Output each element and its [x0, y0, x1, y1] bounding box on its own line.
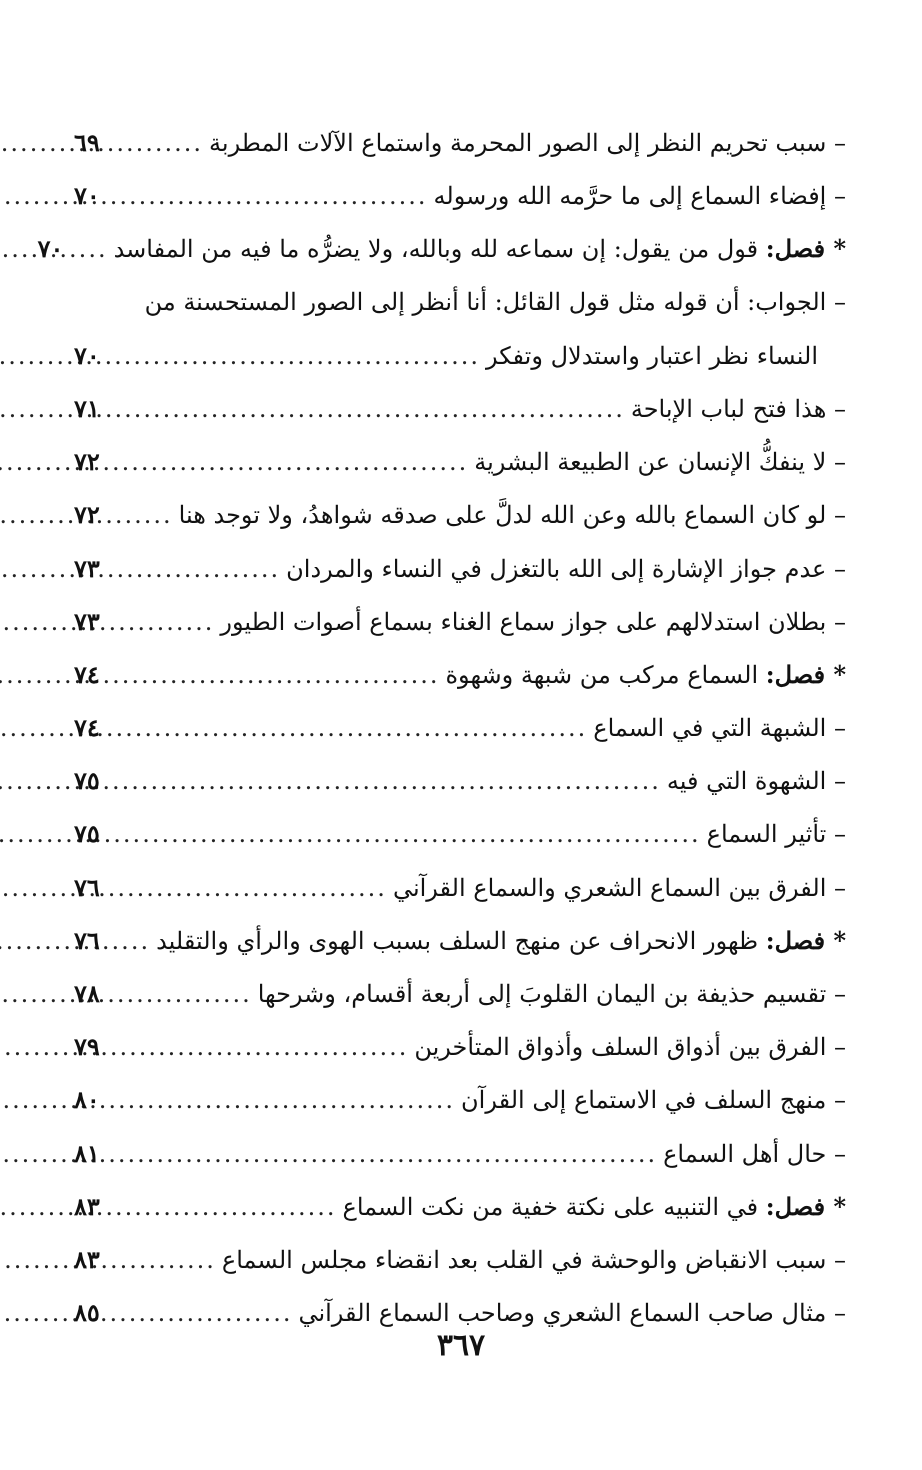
- entry-text: الشبهة التي في السماع: [593, 714, 827, 743]
- section-label: فصل:: [765, 925, 826, 955]
- leader-dots: [120, 1021, 408, 1074]
- leader-dots: [120, 170, 428, 223]
- entry-bullet: –: [826, 980, 846, 1008]
- leader-dots: [120, 808, 701, 861]
- entry-text: تأثير السماع: [706, 820, 827, 849]
- entry-text: الفرق بين أذواق السلف وأذواق المتأخرين: [414, 1033, 827, 1062]
- entry-text: في التنبيه على نكتة خفية من نكت السماع: [342, 1192, 766, 1221]
- toc-entry: [74, 382, 846, 435]
- entry-bullet: –: [826, 607, 846, 636]
- entry-text: سبب الانقباض والوحشة في القلب بعد انقضاء مجلس السماع: [221, 1245, 827, 1274]
- entry-title: [445, 648, 846, 702]
- entry-title: [222, 1234, 846, 1287]
- section-label: فصل:: [765, 1191, 826, 1221]
- entry-page-number: ٧٥: [74, 766, 100, 796]
- entry-bullet: –: [826, 554, 846, 583]
- entry-title: [474, 436, 846, 489]
- leader-dots: [120, 436, 468, 489]
- leader-dots: [84, 223, 108, 276]
- entry-text: حال أهل السماع: [663, 1139, 827, 1168]
- entry-text: قول من يقول: إن سماعه لله وبالله، ولا يضرُّه ما فيه من المفاسد: [113, 235, 766, 264]
- toc-entry: [37, 222, 846, 275]
- table-of-contents: [37, 116, 846, 1339]
- toc-entry: [74, 169, 846, 222]
- entry-page-number: ٧٣: [74, 606, 100, 636]
- entry-title: [286, 543, 846, 596]
- entry-bullet: –: [826, 714, 846, 743]
- entry-title: [631, 383, 846, 436]
- entry-page-number: ٦٩: [74, 128, 100, 157]
- leader-dots: [120, 968, 252, 1021]
- entry-page-number: ٨٣: [74, 1244, 100, 1274]
- entry-title: [663, 1128, 846, 1181]
- leader-dots: [120, 383, 625, 436]
- entry-page-number: ٧٠: [37, 234, 64, 264]
- toc-entry: [74, 1073, 846, 1126]
- leader-dots: [120, 1074, 455, 1127]
- entry-page-number: ٨٥: [74, 1298, 100, 1328]
- entry-page-number: ٧٠: [74, 181, 100, 211]
- entry-bullet: –: [826, 448, 846, 477]
- entry-text: مثال صاحب السماع الشعري وصاحب السماع القرآني: [298, 1299, 827, 1328]
- leader-dots: [120, 862, 387, 915]
- entry-page-number: ٨١: [74, 1138, 100, 1168]
- entry-bullet: –: [826, 767, 846, 796]
- leader-dots: [120, 596, 214, 649]
- entry-text: سبب تحريم النظر إلى الصور المحرمة واستماع الآلات المطربة: [209, 129, 827, 157]
- entry-bullet: –: [826, 1245, 846, 1274]
- entry-text: لو كان السماع بالله وعن الله لدلَّ على صدقه شواهدُ، ولا توجد هنا: [178, 501, 827, 530]
- entry-title: [114, 276, 846, 329]
- entry-text: إفضاء السماع إلى ما حرَّمه الله ورسوله: [433, 182, 827, 211]
- entry-page-number: ٧١: [74, 393, 100, 423]
- toc-entry: [74, 1180, 846, 1233]
- entry-title: [593, 702, 846, 755]
- entry-text: الجواب: أن قوله مثل قول القائل: أنا أنظر إلى الصور المستحسنة من: [144, 287, 827, 316]
- entry-title: [209, 117, 846, 170]
- toc-entry: [74, 807, 846, 860]
- entry-page-number: ٨٣: [74, 1191, 100, 1221]
- toc-entry-continuation: [74, 329, 846, 382]
- entry-text: لا ينفكُّ الإنسان عن الطبيعة البشرية: [474, 448, 827, 477]
- entry-page-number: ٧٨: [74, 979, 100, 1008]
- entry-text: منهج السلف في الاستماع إلى القرآن: [461, 1086, 827, 1115]
- leader-dots: [120, 1181, 337, 1234]
- entry-page-number: ٧٥: [74, 819, 100, 849]
- entry-title: [258, 968, 846, 1021]
- entry-bullet: –: [826, 1299, 846, 1328]
- entry-page-number: ٧٩: [74, 1032, 100, 1062]
- leader-dots: [120, 543, 280, 596]
- toc-entry: [74, 542, 846, 595]
- leader-dots: [120, 755, 661, 808]
- entry-title: [220, 596, 846, 649]
- entry-title: [179, 489, 846, 542]
- entry-page-number: ٧٦: [74, 925, 100, 955]
- leader-dots: [120, 1128, 657, 1181]
- entry-title: [707, 808, 846, 861]
- leader-dots: [120, 489, 173, 542]
- entry-bullet: –: [826, 1033, 846, 1062]
- entry-title: [114, 222, 846, 276]
- entry-text: السماع مركب من شبهة وشهوة: [445, 660, 766, 689]
- section-label: فصل:: [765, 234, 826, 264]
- entry-title: [414, 1021, 846, 1074]
- toc-entry: [74, 116, 846, 169]
- entry-bullet: *: [825, 234, 846, 264]
- entry-bullet: –: [826, 287, 846, 316]
- entry-text: بطلان استدلالهم على جواز سماع الغناء بسماع أصوات الطيور: [220, 607, 827, 636]
- entry-page-number: ٧٠: [74, 340, 100, 370]
- entry-page-number: ٧٦: [74, 872, 100, 902]
- entry-text: الفرق بين السماع الشعري والسماع القرآني: [392, 873, 827, 902]
- entry-bullet: –: [826, 873, 846, 902]
- entry-text: هذا فتح لباب الإباحة: [630, 394, 827, 423]
- toc-entry: [74, 488, 846, 541]
- entry-bullet: –: [826, 1139, 846, 1168]
- leader-dots: [120, 649, 439, 702]
- entry-title: [434, 170, 846, 223]
- entry-title: [667, 755, 846, 808]
- entry-text: النساء نظر اعتبار واستدلال وتفكر: [486, 341, 818, 370]
- toc-entry: [74, 967, 846, 1020]
- page-number-footer: ٣٦٧: [436, 1328, 486, 1363]
- entry-bullet: *: [825, 659, 846, 689]
- entry-page-number: ٧٢: [74, 500, 100, 530]
- entry-bullet: –: [826, 1086, 846, 1115]
- leader-dots: [120, 330, 480, 383]
- entry-bullet: –: [826, 820, 846, 849]
- entry-title: [156, 914, 846, 968]
- entry-bullet: –: [826, 394, 846, 423]
- toc-entry: [74, 1127, 846, 1180]
- entry-text: تقسيم حذيفة بن اليمان القلوبَ إلى أربعة أقسام، وشرحها: [257, 980, 827, 1008]
- entry-bullet: –: [826, 129, 846, 157]
- entry-text: ظهور الانحراف عن منهج السلف بسبب الهوى والرأي والتقليد: [156, 926, 766, 955]
- entry-title: [486, 330, 818, 383]
- leader-dots: [120, 702, 587, 755]
- toc-entry: [74, 1020, 846, 1073]
- entry-page-number: ٧٤: [74, 713, 100, 743]
- entry-title: [461, 1074, 846, 1127]
- entry-bullet: –: [826, 182, 846, 211]
- entry-bullet: *: [825, 1191, 846, 1221]
- leader-dots: [120, 915, 150, 968]
- toc-entry: [74, 648, 846, 701]
- toc-entry: [74, 914, 846, 967]
- entry-text: الشهوة التي فيه: [666, 767, 827, 796]
- toc-entry: [74, 435, 846, 488]
- leader-dots: [120, 1234, 216, 1287]
- toc-entry: [74, 595, 846, 648]
- toc-entry: [74, 861, 846, 914]
- entry-bullet: *: [825, 925, 846, 955]
- entry-page-number: ٧٢: [74, 447, 100, 477]
- entry-bullet: –: [826, 501, 846, 530]
- entry-title: [393, 862, 846, 915]
- entry-title: [343, 1180, 846, 1234]
- entry-page-number: ٧٣: [74, 553, 100, 583]
- toc-entry: [74, 1233, 846, 1286]
- toc-entry: [74, 754, 846, 807]
- toc-entry: [74, 701, 846, 754]
- entry-text: عدم جواز الإشارة إلى الله بالتغزل في النساء والمردان: [286, 554, 827, 583]
- entry-page-number: ٨٠: [74, 1085, 100, 1115]
- entry-page-number: ٧٤: [74, 659, 100, 689]
- leader-dots: [120, 117, 203, 170]
- section-label: فصل:: [765, 659, 826, 689]
- toc-entry: [74, 276, 846, 329]
